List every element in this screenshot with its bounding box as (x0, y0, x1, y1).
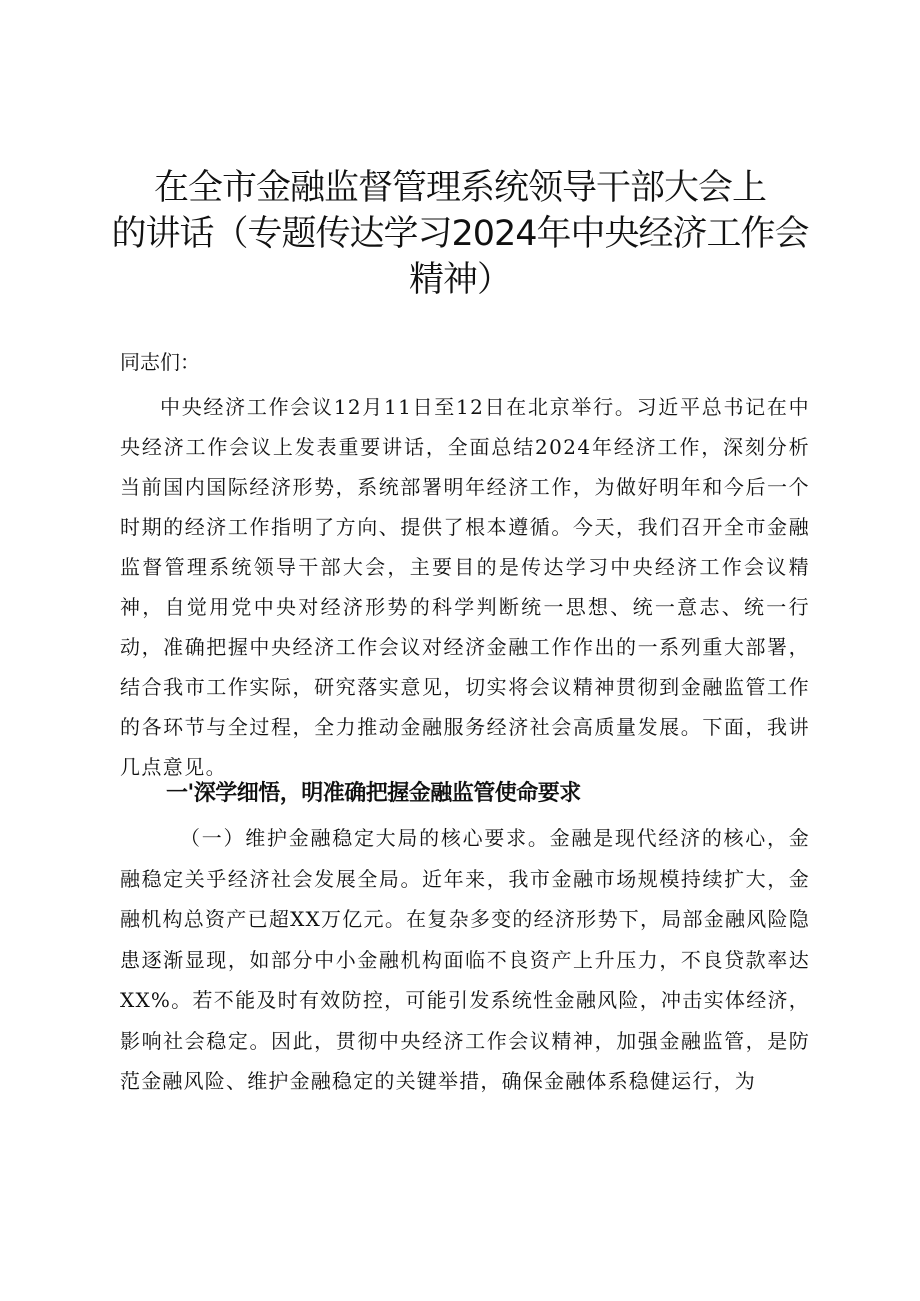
paragraph-section-1-1: （一）维护金融稳定大局的核心要求。金融是现代经济的核心，金融稳定关乎经济社会发展全局。近年来，我市金融市场规模持续扩大，金融机构总资产已超XX万亿元。在复杂多变的经济形势下，局部金融风险隐患逐渐显现，如部分中小金融机构面临不良资产上升压力，不良贷款率达XX%。若不能及时有效防控，可能引发系统性金融风险，冲击实体经济，影响社会稳定。因此，贯彻中央经济工作会议精神，加强金融监管，是防范金融风险、维护金融稳定的关键举措，确保金融体系稳健运行，为 (120, 826, 810, 1093)
title-line-2: 的讲话（专题传达学习2024年中央经济工作会 (111, 214, 809, 254)
paragraph-intro: 中央经济工作会议12月11日至12日在北京举行。习近平总书记在中央经济工作会议上发表重要讲话，全面总结2024年经济工作，深刻分析当前国内国际经济形势，系统部署明年经济工作，为做好明年和今后一个时期的经济工作指明了方向、提供了根本遵循。今天，我们召开全市金融监督管理系统领导干部大会，主要目的是传达学习中央经济工作会议精神，自觉用党中央对经济形势的科学判断统一思想、统一意志、统一行动，准确把握中央经济工作会议对经济金融工作作出的一系列重大部署，结合我市工作实际，研究落实意见，切实将会议精神贯彻到金融监管工作的各环节与全过程，全力推动金融服务经济社会高质量发展。下面，我讲几点意见。 (120, 395, 810, 779)
section-heading-1: 一'深学细悟，明准确把握金融监管使命要求 (166, 781, 581, 806)
salutation: 同志们： (120, 350, 200, 374)
title-line-1: 在全市金融监督管理系统领导干部大会上 (153, 168, 766, 208)
title-line-3: 精神） (408, 260, 511, 300)
document-title (100, 165, 820, 303)
